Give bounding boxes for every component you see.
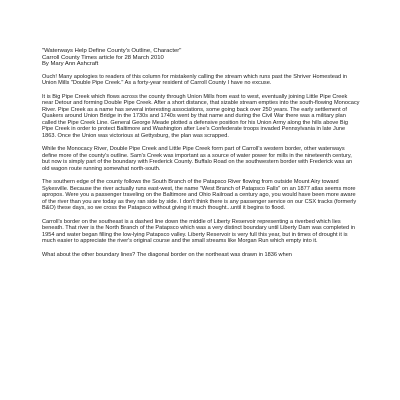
paragraph-southeast-border: Carroll's border on the southeast is a dashed line down the middle of Liberty Reservoir representing a riverbed which lies beneath. That river is the North Branch of the Patapsco which was a very distinct boundary until Liberty Dam was completed in 1954 and water began filling the low-lying Patapsco valley. Liberty Reservoir is very full this year, but in times of drought it is much easier to appreciate the river's original course and the small streams like Morgan Run which empty into it. xyxy=(42,218,355,244)
paragraph-southern-edge: The southern edge of the county follows the South Branch of the Patapsco River flowing from outside Mount Airy toward Sykesville. Because the river actually runs east-west, the name "West Branch of Patapsco Falls" on an 1877 atlas seems more apropos. Were you a passenger traveling on the Baltimore and Ohio Railroad a century ago, you would have been more aware of the river than you are today as they ran side by side. I don't think there is any passenger service on our CSX tracks (formerly B&O) these days, so we cross the Patapsco without giving it much thought...until it begins to flood. xyxy=(42,179,357,211)
paragraph-apology: Ouch! Many apologies to readers of this column for mistakenly calling the stream which runs past the Shriver Homestead in Union Mills "Double Pipe Creek." As a forty-year resident of Carroll County I have no excuse. xyxy=(42,73,348,86)
article-source: Carroll County Times article for 28 March 2010 xyxy=(42,54,164,61)
article-author: By Mary Ann Ashcraft xyxy=(42,61,99,67)
paragraph-western-border: While the Monocacy River, Double Pipe Creek and Little Pipe Creek form part of Carroll's western border, other waterways define more of the county's outline. Sam's Creek was important as a source of water power for mills in the nineteenth century, but now is simply part of the boundary with Frederick County. Buffalo Road on the southwestern border with Frederick was an old wagon route running somewhat north-south. xyxy=(42,146,353,172)
paragraph-other-boundaries: What about the other boundary lines? The diagonal border on the northeast was drawn in 1836 when xyxy=(42,251,292,258)
paragraph-big-pipe-creek: It is Big Pipe Creek which flows across the county through Union Mills from east to west, eventually joining Little Pipe Creek near Detour and forming Double Pipe Creek. After a short distance, that sizable stream empties into the south-flowing Monocacy River. Pipe Creek as a name has several interesting associations, some going back over 250 years. The early settlement of Quakers around Union Bridge in the 1730s and 1740s went by that name and during the Civil War there was a military plan called the Pipe Creek Line. General George Meade plotted a defensive position for his Union Army along the hills above Big Pipe Creek in order to protect Baltimore and Washington after Lee's Confederate troops invaded Pennsylvania in late June 1863. Once the Union was victorious at Gettysburg, the plan was scrapped. xyxy=(42,93,360,139)
article-header xyxy=(42,48,360,68)
article-title: "Waterways Help Define County's Outline, Character" xyxy=(42,48,182,54)
